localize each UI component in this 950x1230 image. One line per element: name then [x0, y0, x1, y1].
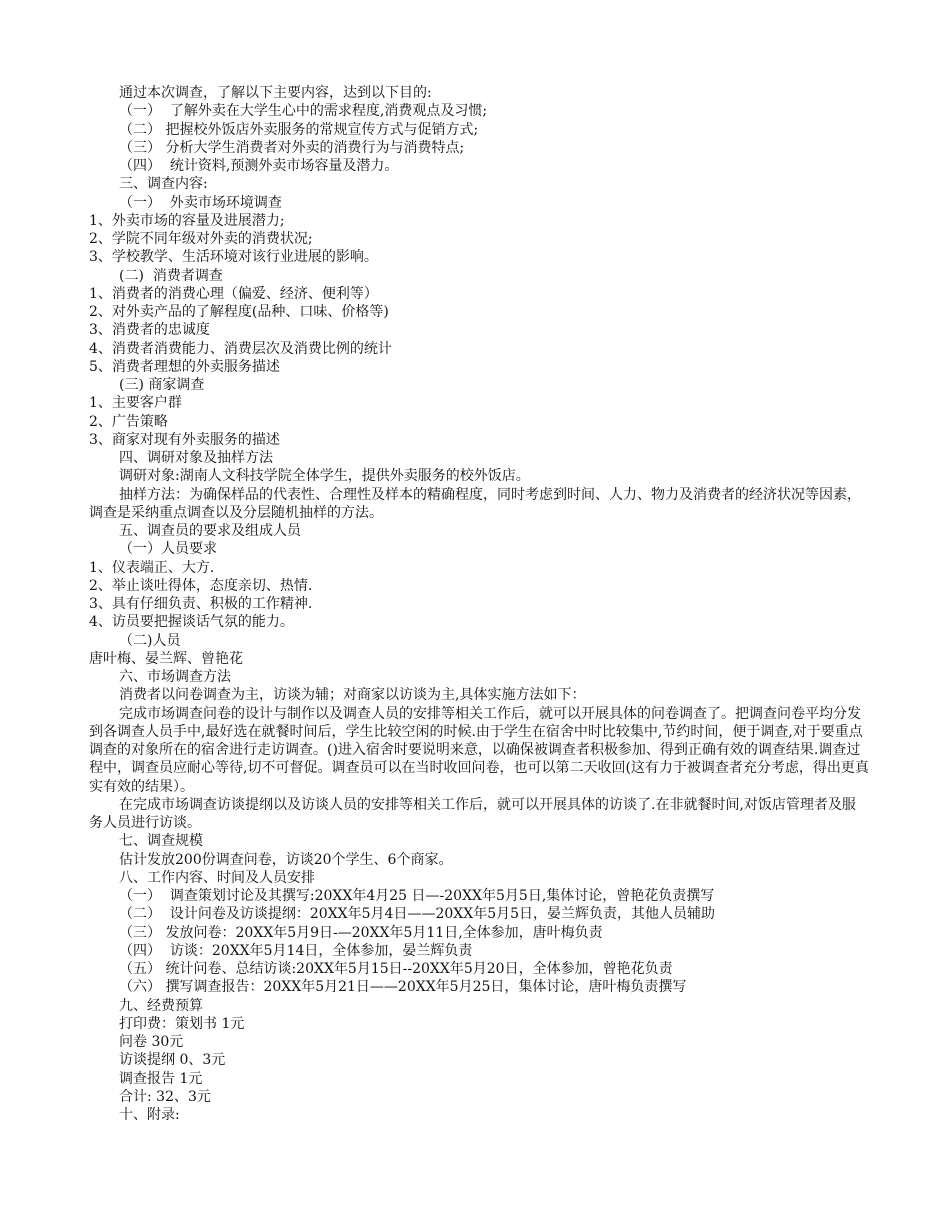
- budget-item: 问卷 30元: [119, 1034, 184, 1050]
- budget-item: 访谈提纲 0、3元: [119, 1052, 226, 1069]
- list-item: 3、商家对现有外卖服务的描述: [89, 431, 280, 448]
- subsection-heading: （一）人员要求: [119, 541, 217, 558]
- list-item: 1、仪表端正、大方.: [89, 559, 215, 576]
- list-item: 2、举止谈吐得体，态度亲切、热情.: [89, 577, 313, 594]
- budget-item: 调查报告 1元: [119, 1070, 203, 1087]
- goal-item-3: （三） 分析大学生消费者对外卖的消费行为与消费特点;: [119, 139, 465, 156]
- section-heading-3: 三、调查内容:: [119, 176, 208, 193]
- subsection-heading: （二)人员: [119, 632, 181, 649]
- section-heading-5: 五、调查员的要求及组成人员: [119, 523, 301, 539]
- section-heading-10: 十、附录:: [119, 1107, 180, 1123]
- section-heading-6: 六、市场调查方法: [119, 669, 231, 685]
- subsection-heading: (二) 消费者调查: [119, 267, 223, 284]
- list-item: 4、消费者消费能力、消费层次及消费比例的统计: [89, 340, 392, 357]
- paragraph-method-summary: 消费者以问卷调查为主，访谈为辅；对商家以访谈为主,具体实施方法如下：: [119, 687, 586, 704]
- paragraph-research-target: 调研对象:湖南人文科技学院全体学生，提供外卖服务的校外饭店。: [119, 468, 530, 485]
- list-item: 5、消费者理想的外卖服务描述: [89, 358, 280, 375]
- paragraph-sampling-method: 抽样方法：为确保样品的代表性、合理性及样本的精确程度，同时考虑到时间、人力、物力及消费者的经济状况等因素，调查是采纳重点调查以及分层随机抽样的方法。: [89, 486, 861, 521]
- section-heading-7: 七、调查规模: [119, 833, 203, 850]
- paragraph-questionnaire: 完成市场调查问卷的设计与制作以及调查人员的安排等相关工作后，就可以开展具体的问卷调查了。把调查问卷平均分发到各调查人员手中,最好选在就餐时间后，学生比较空闲的时候.由于学生在宿舍中时比较集中,节约时间，便于调查,对于要重点调查的对象所在的宿舍进行走访调查。()进入宿舍时要说明来意，以确保被调查者积极参加、得到正确有效的调查结果.调查过程中，调查员应耐心等待,切不可督促。调查员可以在当时收回问卷，也可以第二天收回(这有力于被调查者充分考虑，得出更真实有效的结果）。: [89, 705, 869, 795]
- schedule-item: （五） 统计问卷、总结访谈:20XX年5月15日--20XX年5月20日，全体参加，曾艳花负责: [119, 961, 673, 977]
- list-item: 1、消费者的消费心理（偏爱、经济、便利等）: [89, 285, 378, 302]
- list-item: 3、消费者的忠诚度: [89, 322, 210, 339]
- staff-names: 唐叶梅、晏兰辉、曾艳花: [89, 650, 243, 667]
- goal-item-2: （二） 把握校外饭店外卖服务的常规宣传方式与促销方式;: [119, 121, 479, 138]
- schedule-item: （三） 发放问卷：20XX年5月9日-—20XX年5月11日,全体参加，唐叶梅负责: [119, 924, 603, 941]
- paragraph-intro: 通过本次调查，了解以下主要内容，达到以下目的:: [119, 85, 432, 101]
- list-item: 1、外卖市场的容量及进展潜力;: [89, 212, 285, 229]
- goal-item-1: （一） 了解外卖在大学生心中的需求程度,消费观点及习惯;: [119, 103, 488, 120]
- section-heading-9: 九、经费预算: [119, 997, 203, 1014]
- goal-item-4: （四） 统计资料,预测外卖市场容量及潜力。: [119, 158, 399, 174]
- list-item: 2、对外卖产品的了解程度(品种、口味、价格等): [89, 304, 389, 320]
- section-heading-8: 八、工作内容、时间及人员安排: [119, 869, 315, 886]
- schedule-item: （二） 设计问卷及访谈提纲：20XX年5月4日——20XX年5月5日，晏兰辉负责，其他人员辅助: [119, 906, 716, 923]
- list-item: 3、具有仔细负责、积极的工作精神.: [89, 596, 313, 612]
- paragraph-scale: 估计发放200份调查问卷，访谈20个学生、6个商家。: [119, 851, 453, 868]
- budget-item: 打印费：策划书 1元: [119, 1015, 245, 1032]
- paragraph-interview: 在完成市场调查访谈提纲以及访谈人员的安排等相关工作后，就可以开展具体的访谈了.在非就餐时间,对饭店管理者及服务人员进行访谈。: [89, 796, 856, 831]
- subsection-heading: （一） 外卖市场环境调查: [119, 194, 282, 211]
- list-item: 3、学校教学、生活环境对该行业进展的影响。: [89, 249, 378, 266]
- section-heading-4: 四、调研对象及抽样方法: [119, 450, 273, 466]
- budget-total: 合计: 32、3元: [119, 1088, 211, 1105]
- list-item: 2、广告策略: [89, 413, 168, 430]
- list-item: 1、主要客户群: [89, 395, 182, 412]
- subsection-heading: (三) 商家调查: [119, 377, 205, 393]
- document-body: [89, 84, 869, 1124]
- schedule-item: （一） 调查策划讨论及其撰写:20XX年4月25 日—-20XX年5月5日,集体讨论，曾艳花负责撰写: [119, 888, 715, 904]
- list-item: 4、访员要把握谈话气氛的能力。: [89, 614, 294, 631]
- schedule-item: （四） 访谈：20XX年5月14日，全体参加，晏兰辉负责: [119, 942, 473, 959]
- list-item: 2、学院不同年级对外卖的消费状况;: [89, 231, 313, 247]
- schedule-item: （六） 撰写调查报告：20XX年5月21日——20XX年5月25日，集体讨论，唐叶梅负责撰写: [119, 979, 687, 996]
